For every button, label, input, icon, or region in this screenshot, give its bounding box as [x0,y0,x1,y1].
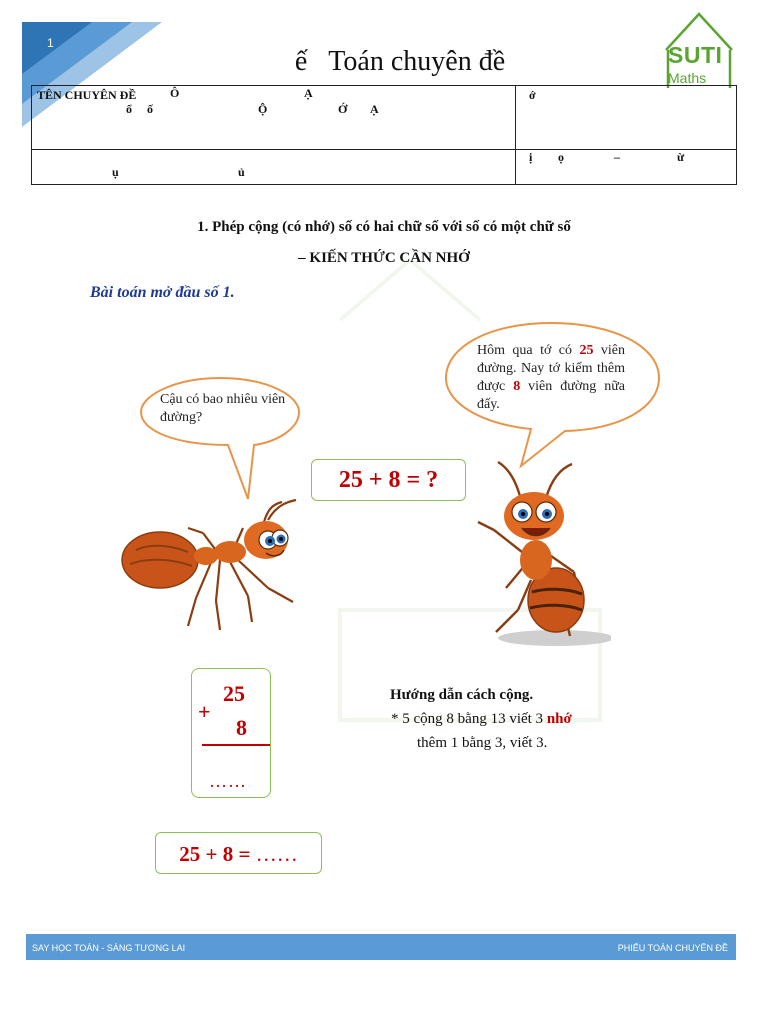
table-fragment: ổ [126,102,132,116]
info-cell-top-right [516,86,737,150]
info-cell-bottom-left [32,150,516,185]
addend-bottom: 8 [236,715,247,740]
guide-highlight: nhớ [546,711,572,727]
table-fragment: ừ [677,150,685,164]
footer-left-text: SAY HỌC TOÁN - SÁNG TƯƠNG LAI [32,943,186,953]
guide-line-1-text: * 5 cộng 8 bằng 13 viết 3 [391,711,547,727]
right-bubble-part3: viên đường nữa đấy. [477,379,625,412]
plus-sign: + [198,699,211,724]
right-ant-illustration [466,460,611,650]
info-table [31,85,737,185]
left-bubble-text: Cậu có bao nhiêu viên đường? [160,392,286,425]
answer-prefix: 25 + 8 = [179,842,256,866]
table-fragment: Ạ [370,102,379,116]
table-fragment: ọ [558,150,564,164]
addend-top: 25 [223,681,245,706]
title-mark: ế [294,46,308,77]
answer-placeholder: …… [209,771,247,791]
suti-logo [662,10,736,88]
table-fragment: Ạ [304,86,313,100]
sum-line [202,744,270,746]
footer-bar [26,934,736,960]
table-fragment: ủ [238,165,245,179]
right-bubble-part2: viên đường. Nay tớ kiếm thêm được [477,343,625,394]
answer-dots: …… [255,842,298,866]
topic-label: TÊN CHUYÊN ĐỀ [37,88,137,102]
section-title: 1. Phép cộng (có nhớ) số có hai chữ số với số có một chữ số [197,219,571,235]
guide-line-2: thêm 1 bằng 3, viết 3. [417,735,548,751]
answer-box [155,832,322,874]
problem-title: Bài toán mở đầu số 1. [90,284,235,301]
right-bubble-text [477,342,625,414]
table-fragment: ị [529,150,533,164]
logo-text: SUTI [668,42,723,68]
footer-right-text: PHIẾU TOÁN CHUYÊN ĐỀ [617,943,728,953]
guide-title: Hướng dẫn cách cộng. [390,687,534,703]
guide-line-1 [391,711,572,728]
equation-box: 25 + 8 = ? [311,459,466,501]
left-ant-illustration [118,498,303,633]
right-bubble-num2: 8 [513,379,521,394]
right-bubble-num1: 25 [579,343,594,358]
table-fragment: – [614,150,620,164]
table-fragment: ụ [112,165,119,179]
topic-cell [32,86,516,150]
table-fragment: Ộ [258,102,268,116]
table-fragment: ớ [529,88,536,102]
table-fragment: Ô [170,86,180,100]
section-subtitle: – KIẾN THỨC CẦN NHỚ [298,250,470,266]
page-number: 1 [47,36,54,50]
logo-subtext: Maths [668,70,707,86]
table-fragment: ố [147,102,153,116]
column-addition-box [191,668,271,798]
table-fragment: Ớ [338,102,348,116]
title-text: Toán chuyên đề [328,46,506,77]
info-cell-bottom-right [516,150,737,185]
page-title [0,46,768,78]
right-bubble-part1: Hôm qua tớ có [477,343,580,358]
